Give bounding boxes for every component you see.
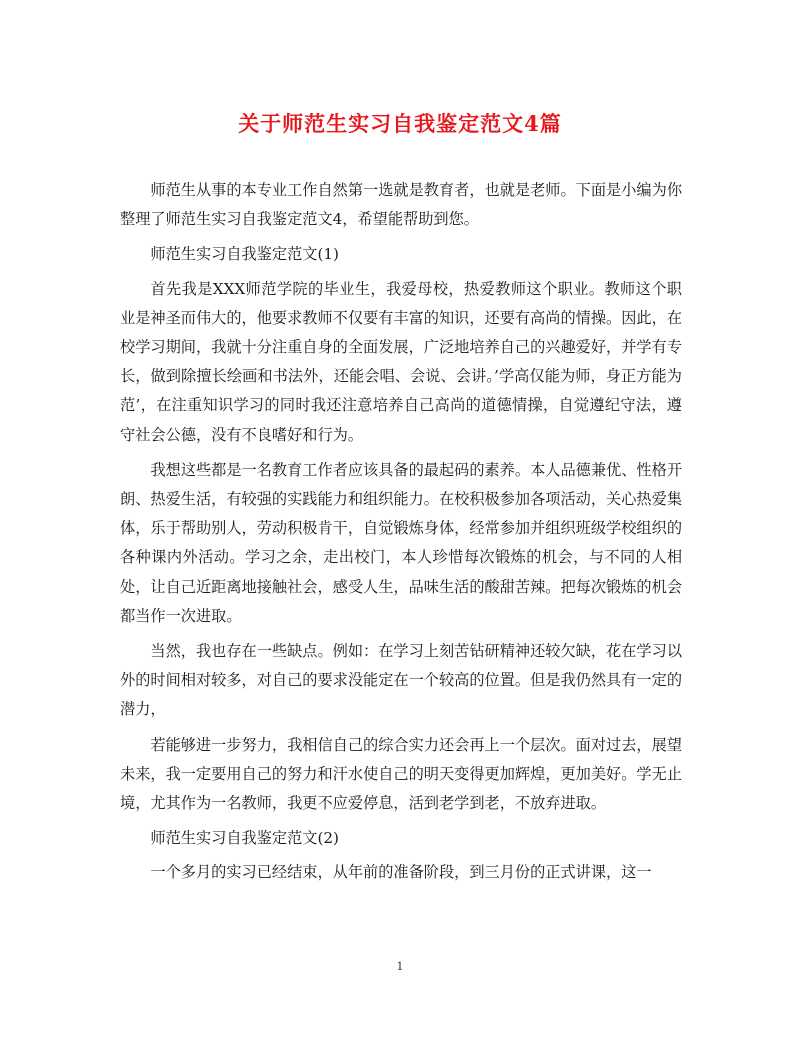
body-paragraph: 一个多月的实习已经结束，从年前的准备阶段，到三月份的正式讲课，这一 [150,863,652,882]
body-paragraph: 当然，我也存在一些缺点。例如：在学习上刻苦钻研精神还较欠缺，花在学习以外的时间相对较多，对自己的要求没能定在一个较高的位置。但是我仍然具有一定的潜力， [120,642,682,719]
page-number: 1 [396,960,404,973]
body-paragraph: 首先我是XXX师范学院的毕业生，我爱母校，热爱教师这个职业。教师这个职业是神圣而伟大的，他要求教师不仅要有丰富的知识，还要有高尚的情操。因此，在校学习期间，我就十分注重自身的全面发展，广泛地培养自己的兴趣爱好，并学有专长，做到除擅长绘画和书法外，还能会唱、会说、会讲。’学高仅能为师，身正方能为范’，在注重知识学习的同时我还注意培养自己高尚的道德情操，自觉遵纪守法，遵守社会公德，没有不良嗜好和行为。 [120,279,682,444]
section-heading-2: 师范生实习自我鉴定范文(2) [150,829,339,848]
document-body [120,176,682,894]
section-heading-1: 师范生实习自我鉴定范文(1) [150,245,339,264]
body-paragraph: 我想这些都是一名教育工作者应该具备的最起码的素养。本人品德兼优、性格开朗、热爱生活，有较强的实践能力和组织能力。在校积极参加各项活动，关心热爱集体，乐于帮助别人，劳动积极肯干，自觉锻炼身体，经常参加并组织班级学校组织的各种课内外活动。学习之余，走出校门，本人珍惜每次锻炼的机会，与不同的人相处，让自己近距离地接触社会，感受人生，品味生活的酸甜苦辣。把每次锻炼的机会都当作一次进取。 [120,460,682,625]
document-title: 关于师范生实习自我鉴定范文4篇 [238,111,562,136]
body-paragraph: 若能够进一步努力，我相信自己的综合实力还会再上一个层次。面对过去，展望未来，我一定要用自己的努力和汗水使自己的明天变得更加辉煌，更加美好。学无止境，尤其作为一名教师，我更不应爱停息，活到老学到老，不放弃进取。 [120,735,682,813]
intro-paragraph: 师范生从事的本专业工作自然第一选就是教育者，也就是老师。下面是小编为你整理了师范生实习自我鉴定范文4，希望能帮助到您。 [120,181,682,229]
